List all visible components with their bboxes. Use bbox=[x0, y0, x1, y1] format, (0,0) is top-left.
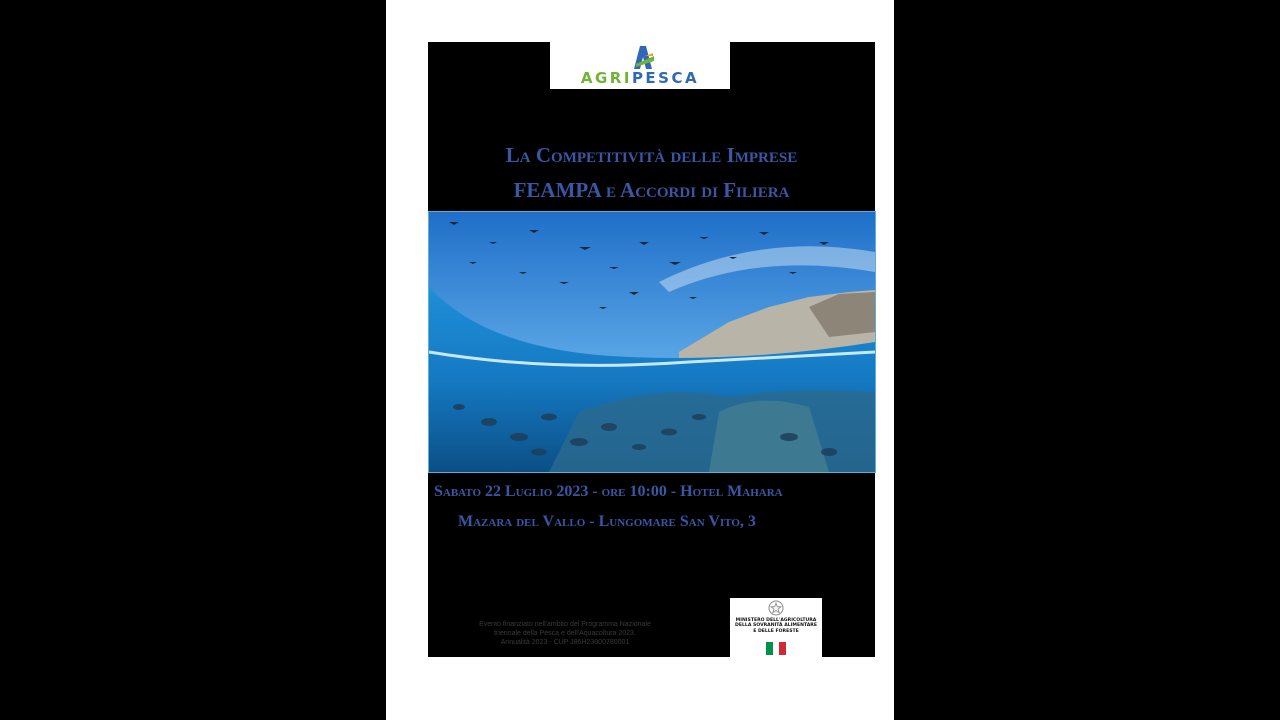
ministry-name-line-2: DELLA SOVRANITÀ ALIMENTARE bbox=[735, 623, 817, 629]
agripesca-logo bbox=[550, 42, 730, 89]
funding-note-line-2: triennale della Pesca e dell'Aquacoltura 2023. bbox=[494, 630, 636, 637]
ministry-name-line-3: E DELLE FORESTE bbox=[753, 628, 799, 634]
funding-note bbox=[430, 620, 700, 647]
event-address: Mazara del Vallo - Lungomare San Vito, 3 bbox=[458, 513, 756, 530]
sea-with-seagulls-and-fish-photo-icon bbox=[429, 212, 875, 472]
poster-title-line-2: FEAMPA e Accordi di Filiera bbox=[513, 178, 790, 202]
agripesca-triangle-logo-icon bbox=[550, 42, 730, 72]
flag-green-stripe bbox=[766, 642, 773, 655]
ministry-name bbox=[730, 618, 822, 634]
funding-note-line-1: Evento finanziato nell'ambito del Programma Nazionale bbox=[479, 621, 651, 628]
ministry-logo bbox=[730, 598, 822, 657]
logo-wordmark: AGRIPESCA bbox=[580, 69, 700, 87]
flag-white-stripe bbox=[773, 642, 780, 655]
event-date-location: Sabato 22 Luglio 2023 - ore 10:00 - Hotel Mahara bbox=[434, 483, 783, 500]
funding-note-line-3: Annualità 2023 - CUP J86H23000780001 bbox=[500, 639, 630, 646]
sea-photo bbox=[429, 212, 875, 472]
flag-red-stripe bbox=[779, 642, 786, 655]
ministry-name-line-1: MINISTERO DELL'AGRICOLTURA bbox=[735, 618, 817, 623]
italian-flag bbox=[766, 642, 786, 655]
italian-republic-emblem-icon bbox=[768, 600, 784, 616]
poster-title-line-1: La Competitività delle Imprese bbox=[505, 143, 798, 167]
